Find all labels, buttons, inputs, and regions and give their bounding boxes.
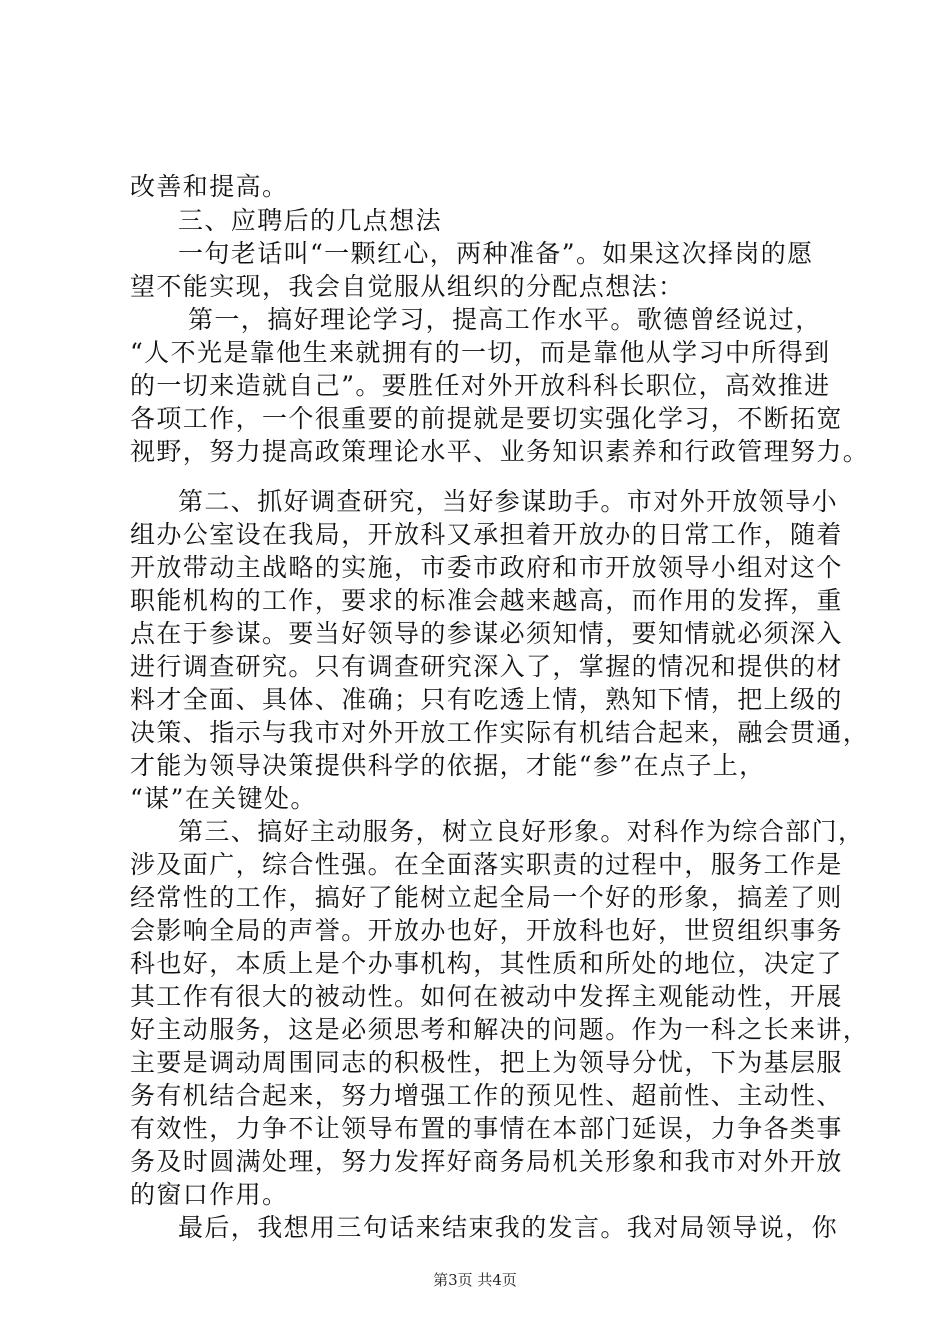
text-line: 科也好，本质上是个办事机构，其性质和所处的地位，决定了 xyxy=(130,949,843,978)
text-line: 第二、抓好调查研究，当好参谋助手。市对外开放领导小 xyxy=(178,487,839,516)
text-line: 第一，搞好理论学习，提高工作水平。歌德曾经说过， xyxy=(188,305,822,334)
text-line: 的窗口作用。 xyxy=(130,1180,289,1209)
text-line: 才能为领导决策提供科学的依据，才能“参”在点子上， xyxy=(130,751,766,780)
text-line: 有效性，力争不让领导布置的事情在本部门延误，力争各类事 xyxy=(130,1114,843,1143)
text-line: 料才全面、具体、准确；只有吃透上情，熟知下情，把上级的 xyxy=(130,685,843,714)
text-line: 开放带动主战略的实施，市委市政府和市开放领导小组对这个 xyxy=(130,553,843,582)
text-line: “人不光是靠他生来就拥有的一切，而是靠他从学习中所得到 xyxy=(130,338,831,367)
section-heading: 三、应聘后的几点想法 xyxy=(178,206,443,235)
text-line: 视野，努力提高政策理论水平、业务知识素养和行政管理努力。 xyxy=(130,437,870,466)
text-line: 务及时圆满处理，努力发挥好商务局机关形象和我市对外开放 xyxy=(130,1147,843,1176)
text-line: 的一切来造就自己”。要胜任对外开放科科长职位，高效推进 xyxy=(130,371,831,400)
text-line: 职能机构的工作，要求的标准会越来越高，而作用的发挥，重 xyxy=(130,586,843,615)
text-line: 决策、指示与我市对外开放工作实际有机结合起来，融会贯通， xyxy=(130,718,870,747)
text-line: 望不能实现，我会自觉服从组织的分配点想法： xyxy=(130,272,685,301)
text-line: 务有机结合起来，努力增强工作的预见性、超前性、主动性、 xyxy=(130,1081,843,1110)
text-line: 改善和提高。 xyxy=(130,172,289,201)
text-line: 点在于参谋。要当好领导的参谋必须知情，要知情就必须深入 xyxy=(130,619,843,648)
text-line: 各项工作，一个很重要的前提就是要切实强化学习，不断拓宽 xyxy=(130,404,843,433)
text-line: 一句老话叫“一颗红心，两种准备”。如果这次择岗的愿 xyxy=(178,239,814,268)
text-line: 涉及面广，综合性强。在全面落实职责的过程中，服务工作是 xyxy=(130,850,843,879)
text-line: 好主动服务，这是必须思考和解决的问题。作为一科之长来讲， xyxy=(130,1015,870,1044)
text-line: 第三、搞好主动服务，树立良好形象。对科作为综合部门， xyxy=(178,817,865,846)
text-line: 经常性的工作，搞好了能树立起全局一个好的形象，搞差了则 xyxy=(130,883,843,912)
text-line: 主要是调动周围同志的积极性，把上为领导分忧，下为基层服 xyxy=(130,1048,843,1077)
text-line: 进行调查研究。只有调查研究深入了，掌握的情况和提供的材 xyxy=(130,652,843,681)
page-number-footer: 第3页 共4页 xyxy=(433,1271,517,1289)
text-line: 组办公室设在我局，开放科又承担着开放办的日常工作，随着 xyxy=(130,520,843,549)
text-line: 最后，我想用三句话来结束我的发言。我对局领导说，你 xyxy=(178,1213,839,1242)
text-line: “谋”在关键处。 xyxy=(130,784,317,813)
text-line: 其工作有很大的被动性。如何在被动中发挥主观能动性，开展 xyxy=(130,982,843,1011)
text-line: 会影响全局的声誉。开放办也好，开放科也好，世贸组织事务 xyxy=(130,916,843,945)
